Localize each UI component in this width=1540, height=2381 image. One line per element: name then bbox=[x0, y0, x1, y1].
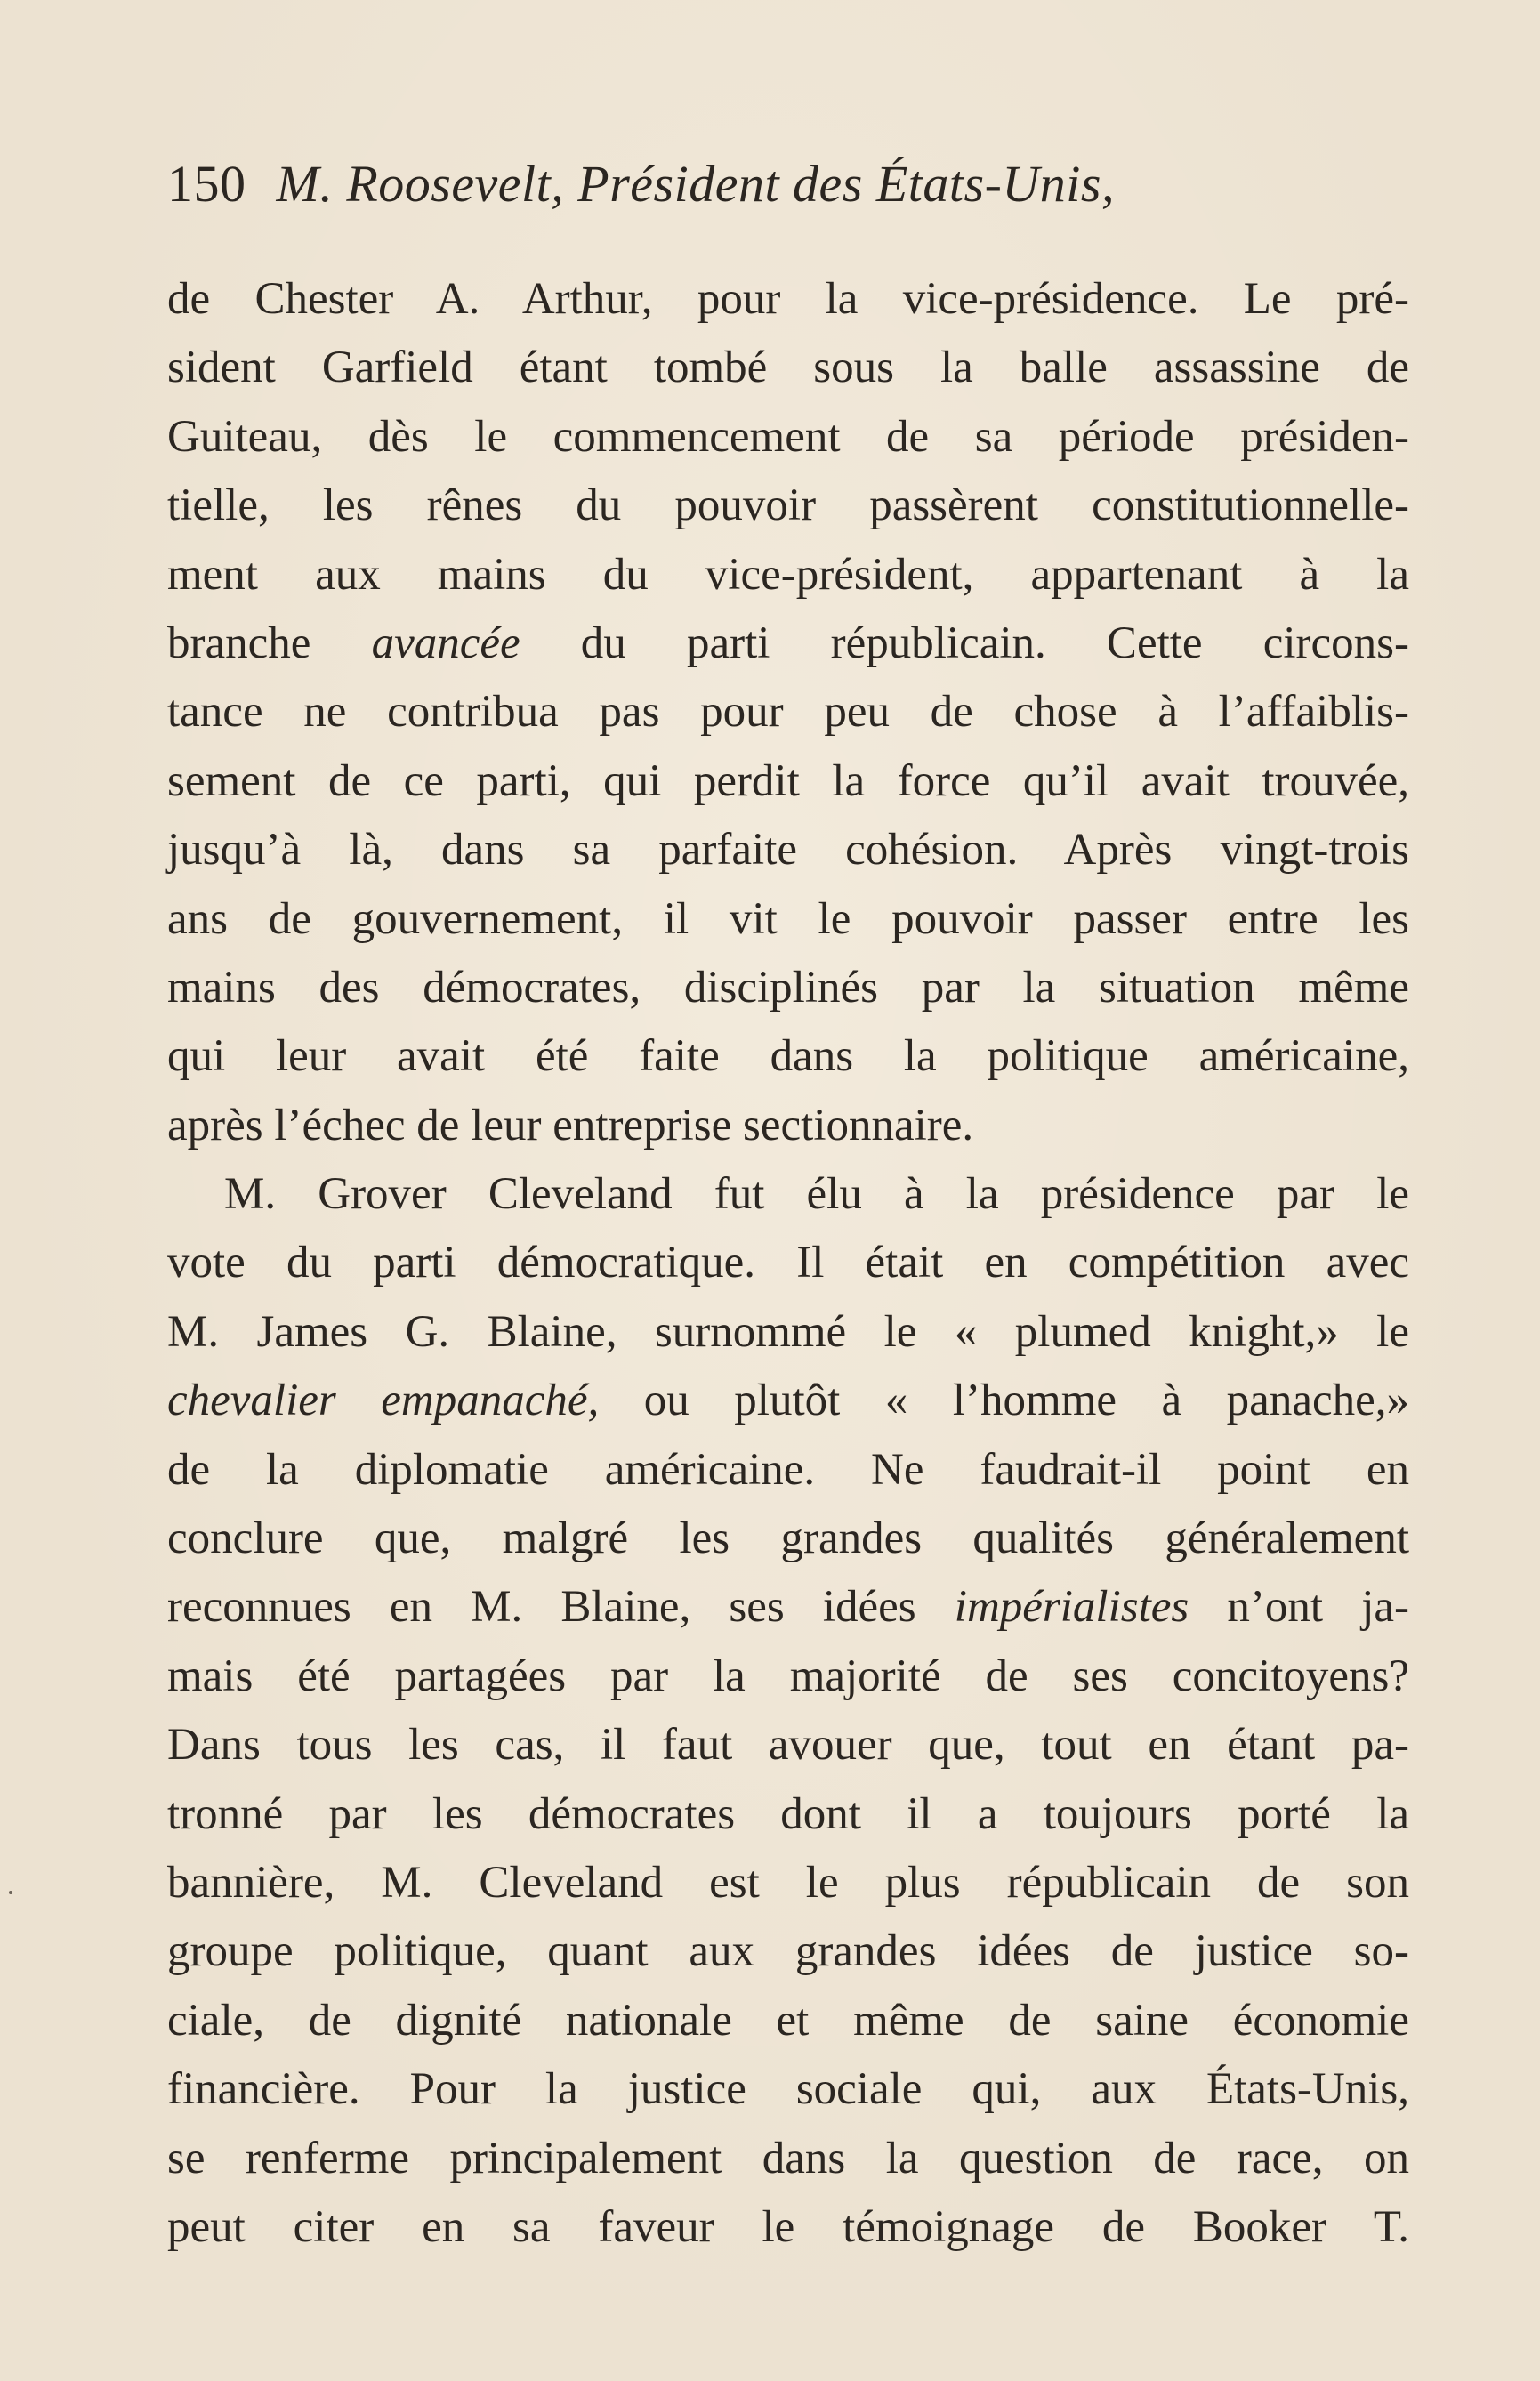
text-line: M. James G. Blaine, surnommé le « plumed knight,» le bbox=[167, 1306, 1409, 1357]
text-line: tielle, les rênes du pouvoir passèrent constitutionnelle- bbox=[167, 480, 1409, 531]
text-line: peut citer en sa faveur le témoignage de Booker T. bbox=[167, 2201, 1409, 2252]
text-segment: branche bbox=[167, 617, 372, 668]
emphasis-avancee: avancée bbox=[371, 617, 520, 668]
text-line bbox=[167, 609, 1409, 678]
text-segment: n’ont ja- bbox=[1189, 1582, 1409, 1633]
text-line: de la diplomatie américaine. Ne faudrait-il point en bbox=[167, 1444, 1409, 1495]
text-line: sident Garfield étant tombé sous la balle assassine de bbox=[167, 343, 1409, 393]
text-line: tronné par les démocrates dont il a toujours porté la bbox=[167, 1788, 1409, 1839]
running-title: M. Roosevelt, Président des États-Unis, bbox=[276, 155, 1115, 213]
paragraph-start-line: M. Grover Cleveland fut élu à la présidence par le bbox=[224, 1169, 1409, 1220]
text-line: mains des démocrates, disciplinés par la situation même bbox=[167, 962, 1409, 1013]
text-segment: du parti républicain. Cette circons- bbox=[520, 617, 1409, 668]
text-line: mais été partagées par la majorité de ses concitoyens? bbox=[167, 1651, 1409, 1701]
text-line: sement de ce parti, qui perdit la force qu’il avait trouvée, bbox=[167, 755, 1409, 806]
text-line: après l’échec de leur entreprise sectionnaire. bbox=[167, 1100, 974, 1150]
text-line: jusqu’à là, dans sa parfaite cohésion. Après vingt-trois bbox=[167, 825, 1409, 876]
text-line: tance ne contribua pas pour peu de chose à l’affaiblis- bbox=[167, 687, 1409, 738]
page-number: 150 bbox=[167, 155, 246, 213]
text-segment: reconnues en M. Blaine, ses idées bbox=[167, 1582, 955, 1633]
text-line: de Chester A. Arthur, pour la vice-présidence. Le pré- bbox=[167, 274, 1409, 324]
text-line: ciale, de dignité nationale et même de saine économie bbox=[167, 1995, 1409, 2046]
running-header bbox=[167, 153, 1115, 215]
emphasis-chevalier-empanache: chevalier empanaché, bbox=[167, 1376, 600, 1426]
text-line: vote du parti démocratique. Il était en compétition avec bbox=[167, 1238, 1409, 1288]
text-line: ans de gouvernement, il vit le pouvoir passer entre les bbox=[167, 893, 1409, 944]
text-line: qui leur avait été faite dans la politique américaine, bbox=[167, 1031, 1409, 1082]
text-line bbox=[167, 1367, 1409, 1435]
text-line bbox=[167, 1573, 1409, 1642]
text-line: groupe politique, quant aux grandes idées de justice so- bbox=[167, 1926, 1409, 1977]
body-text bbox=[167, 265, 1409, 2262]
text-line: Guiteau, dès le commencement de sa période présiden- bbox=[167, 411, 1409, 462]
text-segment: ou plutôt « l’homme à panache,» bbox=[599, 1376, 1409, 1426]
text-line: financière. Pour la justice sociale qui, aux États-Unis, bbox=[167, 2064, 1409, 2115]
text-line: se renferme principalement dans la question de race, on bbox=[167, 2133, 1409, 2183]
paper-speck bbox=[9, 1891, 12, 1894]
text-line: Dans tous les cas, il faut avouer que, tout en étant pa- bbox=[167, 1720, 1409, 1771]
text-line: conclure que, malgré les grandes qualités généralement bbox=[167, 1513, 1409, 1564]
emphasis-imperialistes: impérialistes bbox=[954, 1582, 1189, 1633]
text-line: ment aux mains du vice-président, appartenant à la bbox=[167, 549, 1409, 600]
text-line: bannière, M. Cleveland est le plus républicain de son bbox=[167, 1857, 1409, 1908]
